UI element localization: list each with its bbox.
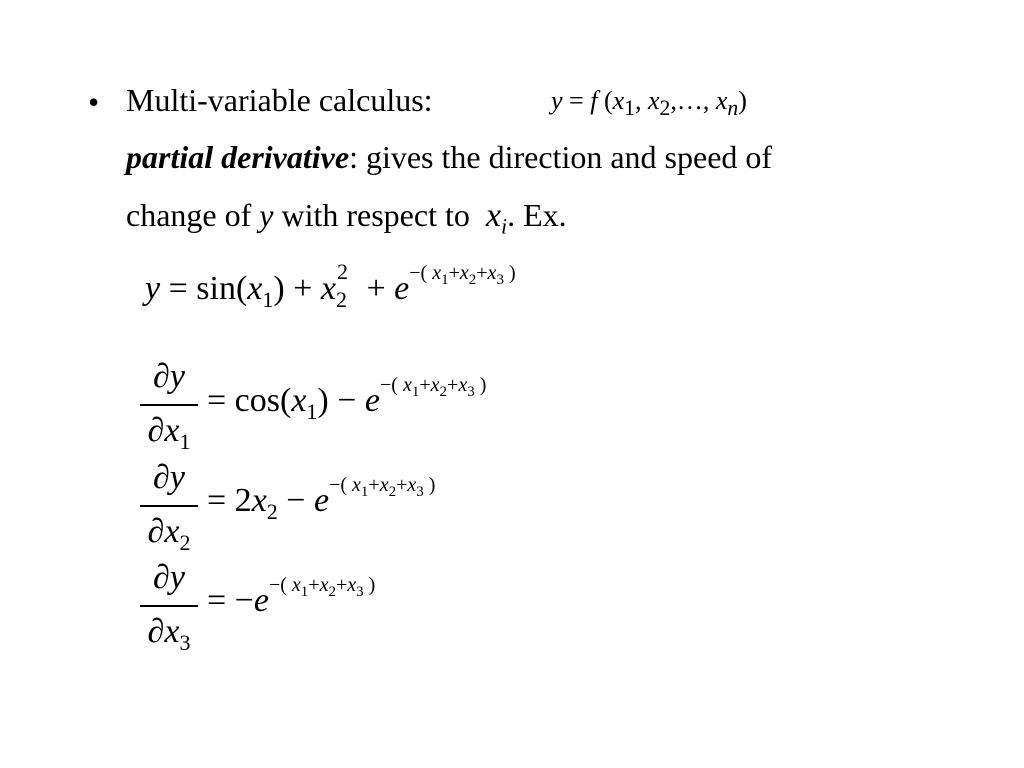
var-i: i [500, 213, 508, 239]
function-equation: $y = \sin(x_1) + x_2^2 + e^{-( x_1+x_2+x_3 )}$ [145, 258, 516, 312]
partial-x3-rhs: = $-e^{-( x_1+x_2+x_3 )}$ [207, 574, 376, 619]
term-partial-derivative: partial derivative [126, 139, 350, 175]
definition-text: : gives the direction and speed of [349, 139, 773, 175]
bullet-marker: • [88, 84, 100, 120]
partial-x1-fraction: ∂y $\partial x_1$ [140, 360, 198, 448]
partial-x1-rhs: = $\cos(x_1) - e^{-( x_1+x_2+x_3 )}$ [207, 374, 487, 424]
topic-label: Multi-variable calculus: [126, 82, 433, 118]
text-change-of: change of [126, 197, 260, 233]
var-x: x [485, 197, 501, 234]
partial-x2-rhs: = $2x_2 - e^{-( x_1+x_2+x_3 )}$ [207, 474, 436, 524]
definition-formula: y = f ($x_1$, $x_2,\dots$, $x_n$) [551, 86, 747, 121]
definition-line [126, 141, 772, 173]
definition-line-2 [126, 197, 567, 239]
var-y: y [259, 197, 274, 233]
partial-x3-fraction: ∂y $\partial x_3$ [140, 561, 198, 649]
partial-x2-fraction: ∂y $\partial x_2$ [140, 461, 198, 549]
text-ex: . Ex. [507, 197, 567, 233]
text-with-respect-to: with respect to [273, 197, 478, 233]
